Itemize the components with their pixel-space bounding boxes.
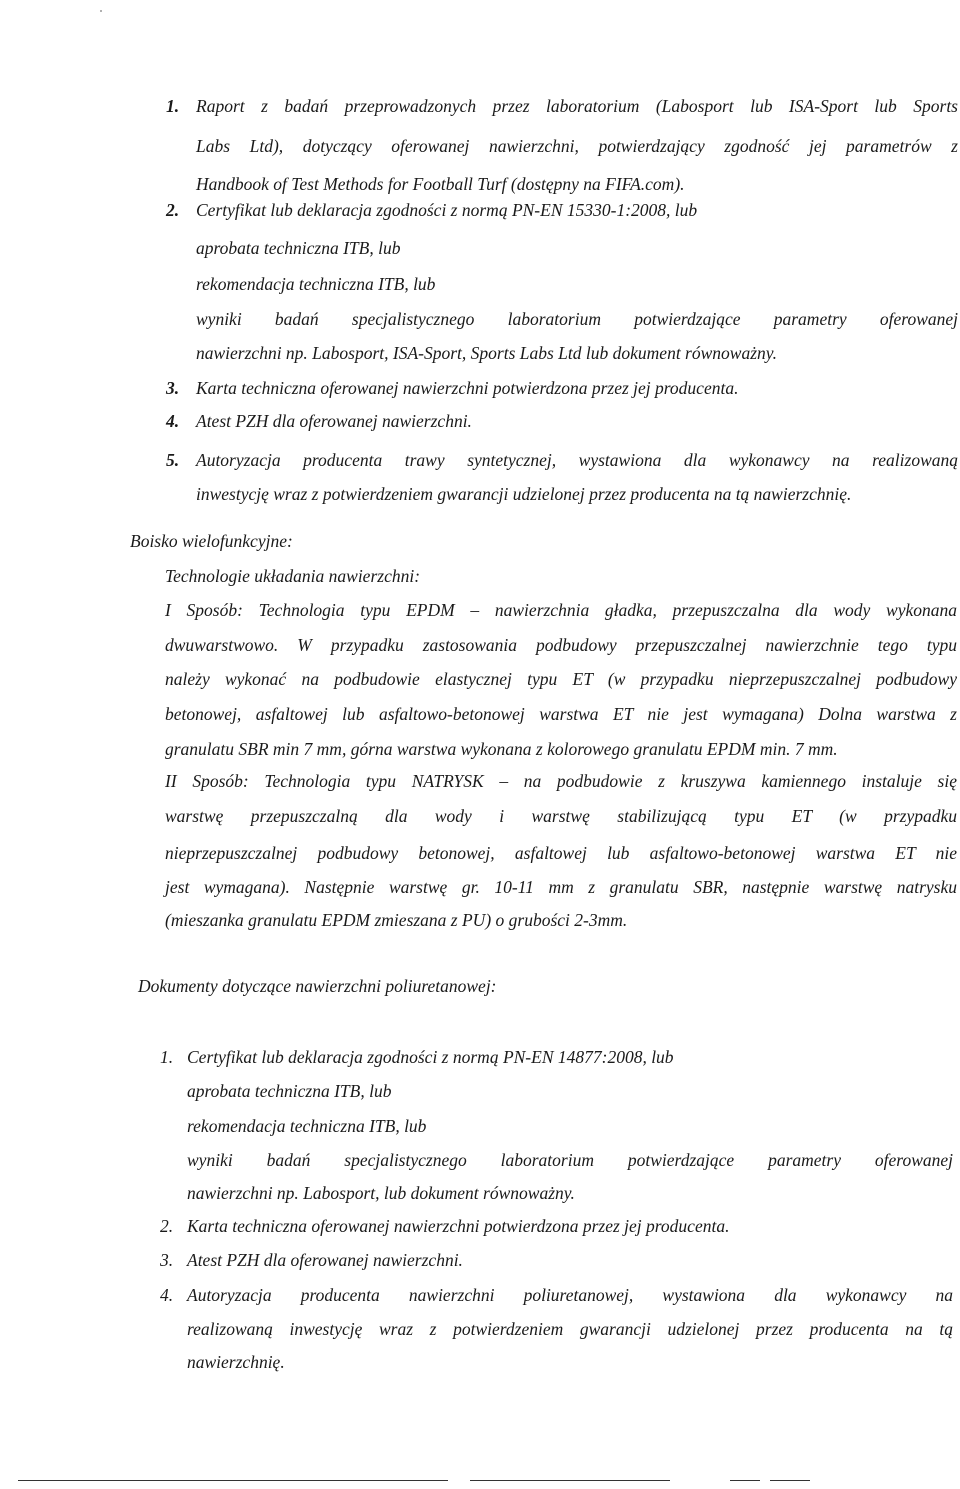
list-item-line: Atest PZH dla oferowanej nawierzchni. [187, 1250, 463, 1270]
list-item-line: Labs Ltd), dotyczący oferowanej nawierzchni, potwierdzający zgodność jej parametrów z [196, 136, 958, 156]
section-heading: Dokumenty dotyczące nawierzchni poliuretanowej: [138, 976, 497, 996]
method-2-line: II Sposób: Technologia typu NATRYSK – na podbudowie z kruszywa kamiennego instaluje się [165, 771, 957, 791]
list-number: 3. [160, 1250, 174, 1270]
list-item-line: Raport z badań przeprowadzonych przez laboratorium (Labosport lub ISA-Sport lub Sports [196, 96, 958, 116]
list-number: 1. [160, 1047, 174, 1067]
method-2-line: warstwę przepuszczalną dla wody i warstwę stabilizującą typu ET (w przypadku [165, 806, 957, 826]
list-item-line: aprobata techniczna ITB, lub [187, 1081, 392, 1101]
list-item-line: Certyfikat lub deklaracja zgodności z normą PN-EN 15330-1:2008, lub [196, 200, 698, 220]
list-item-line: Autoryzacja producenta nawierzchni poliuretanowej, wystawiona dla wykonawcy na [187, 1285, 953, 1305]
footer-rule [18, 1480, 448, 1481]
list-item-line: realizowaną inwestycję wraz z potwierdzeniem gwarancji udzielonej przez producenta na tą [187, 1319, 953, 1339]
list-item-line: wyniki badań specjalistycznego laboratorium potwierdzające parametry oferowanej [187, 1150, 953, 1170]
list-number: 5. [166, 450, 180, 470]
list-item-line: rekomendacja techniczna ITB, lub [187, 1116, 427, 1136]
list-item-line: Autoryzacja producenta trawy syntetycznej, wystawiona dla wykonawcy na realizowaną [196, 450, 958, 470]
list-item-line: Karta techniczna oferowanej nawierzchni potwierdzona przez jej producenta. [196, 378, 739, 398]
list-number: 4. [166, 411, 180, 431]
list-item-line: Handbook of Test Methods for Football Turf (dostępny na FIFA.com). [196, 174, 685, 194]
method-2-line: (mieszanka granulatu EPDM zmieszana z PU) o grubości 2-3mm. [165, 910, 628, 930]
method-1-line: dwuwarstwowo. W przypadku zastosowania podbudowy przepuszczalnej nawierzchnie tego typu [165, 635, 957, 655]
list-number: 1. [166, 96, 180, 116]
list-number: 3. [166, 378, 180, 398]
list-number: 2. [160, 1216, 174, 1236]
list-item-line: wyniki badań specjalistycznego laboratorium potwierdzające parametry oferowanej [196, 309, 958, 329]
footer-rule [730, 1480, 760, 1481]
method-1-line: granulatu SBR min 7 mm, górna warstwa wykonana z kolorowego granulatu EPDM min. 7 mm. [165, 739, 838, 759]
list-item-line: rekomendacja techniczna ITB, lub [196, 274, 436, 294]
list-item-line: Certyfikat lub deklaracja zgodności z normą PN-EN 14877:2008, lub [187, 1047, 674, 1067]
list-item-line: aprobata techniczna ITB, lub [196, 238, 401, 258]
list-item-line: Karta techniczna oferowanej nawierzchni potwierdzona przez jej producenta. [187, 1216, 730, 1236]
method-2-line: nieprzepuszczalnej podbudowy betonowej, asfaltowej lub asfaltowo-betonowej warstwa ET nie [165, 843, 957, 863]
method-2-line: jest wymagana). Następnie warstwę gr. 10-11 mm z granulatu SBR, następnie warstwę natrysku [165, 877, 957, 897]
list-number: 4. [160, 1285, 174, 1305]
method-1-line: I Sposób: Technologia typu EPDM – nawierzchnia gładka, przepuszczalna dla wody wykonana [165, 600, 957, 620]
scan-dot [100, 10, 102, 12]
list-item-line: nawierzchni np. Labosport, lub dokument równoważny. [187, 1183, 575, 1203]
footer-rule [470, 1480, 670, 1481]
method-1-line: należy wykonać na podbudowie elastycznej typu ET (w przypadku nieprzepuszczalnej podbudowy [165, 669, 957, 689]
list-number: 2. [166, 200, 180, 220]
list-item-line: Atest PZH dla oferowanej nawierzchni. [196, 411, 472, 431]
method-1-line: betonowej, asfaltowej lub asfaltowo-betonowej warstwa ET nie jest wymagana) Dolna warstwa z [165, 704, 957, 724]
section-heading: Boisko wielofunkcyjne: [130, 531, 293, 551]
list-item-line: nawierzchni np. Labosport, ISA-Sport, Sports Labs Ltd lub dokument równoważny. [196, 343, 777, 363]
section-subheading: Technologie układania nawierzchni: [165, 566, 421, 586]
footer-rule [770, 1480, 810, 1481]
list-item-line: nawierzchnię. [187, 1352, 285, 1372]
list-item-line: inwestycję wraz z potwierdzeniem gwarancji udzielonej przez producenta na tą nawierzchnię. [196, 484, 852, 504]
